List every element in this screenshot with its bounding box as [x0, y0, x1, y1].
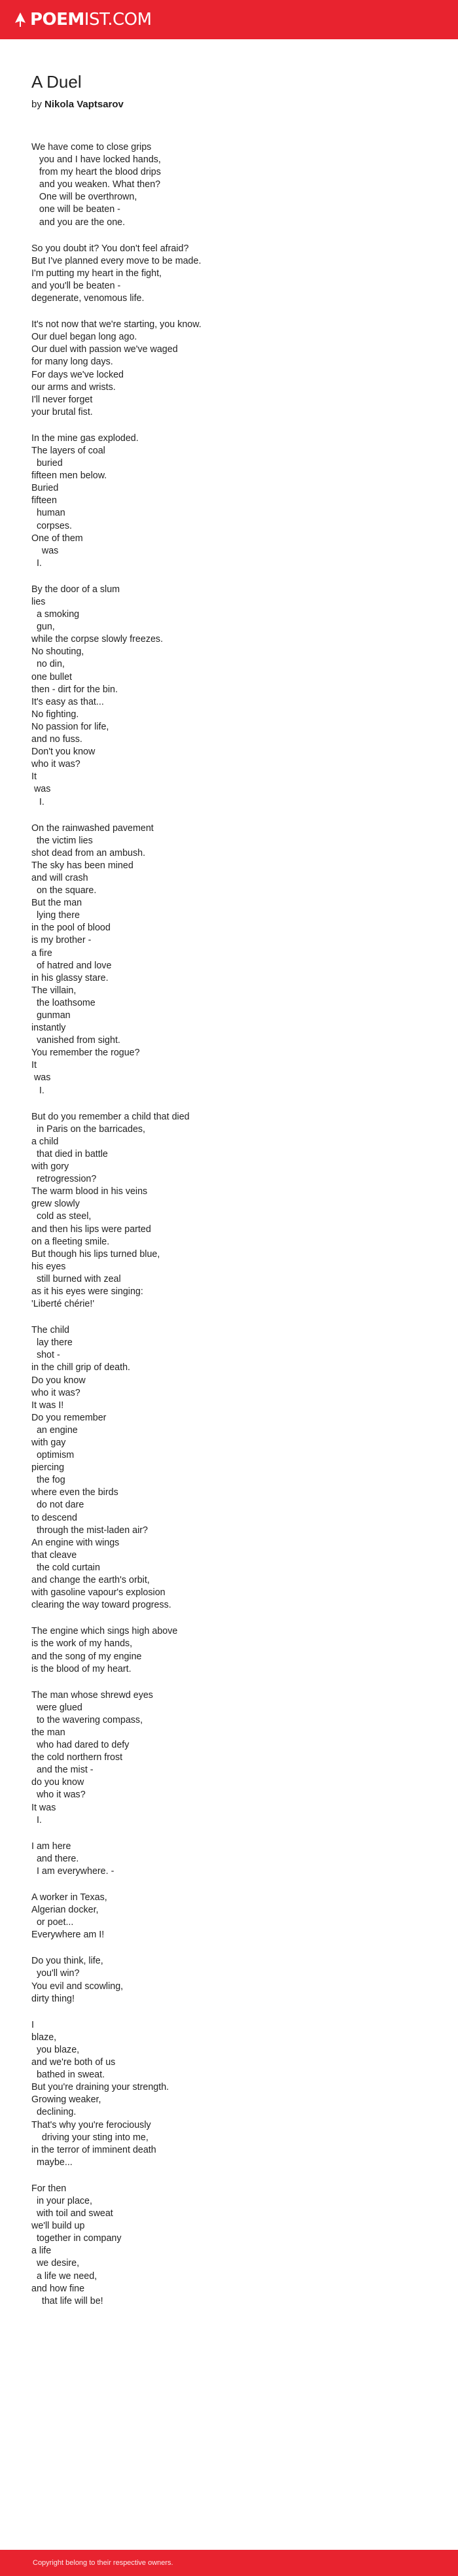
poem-line: still burned with zeal [31, 1273, 121, 1284]
poem-line: do not dare [31, 1500, 84, 1511]
poem-line: But do you remember a child that died [31, 1111, 190, 1122]
poem-line: For then [31, 2183, 67, 2194]
poem-line: It's easy as that... [31, 696, 104, 707]
poem-line: bathed in sweat. [31, 2070, 105, 2081]
poem-line: optimism [31, 1450, 75, 1461]
poem-line: That's why you're ferociously [31, 2119, 151, 2130]
copyright-notice: Copyright belong to their respective owners. [33, 2559, 173, 2567]
poem-line: or poet... [31, 1917, 74, 1928]
poem-line: on a fleeting smile. [31, 1236, 110, 1247]
poem-line: dirty thing! [31, 1993, 75, 2004]
poem-line: But though his lips turned blue, [31, 1248, 160, 1260]
poem-line: I am everywhere. - [31, 1865, 114, 1877]
poem-line: a fire [31, 947, 52, 959]
poem-line: I. [31, 796, 44, 807]
poem-line: fifteen men below. [31, 470, 107, 482]
poem-line: But the man [31, 898, 82, 909]
poem-line: from my heart the blood drips [31, 167, 161, 178]
poem-stanza [31, 822, 424, 1097]
poem-stanza [31, 1892, 424, 1941]
poem-line: and there. [31, 1853, 79, 1864]
poem-line: You evil and scowling, [31, 1981, 124, 1992]
poem-line: of hatred and love [31, 960, 112, 971]
poem-line: was [31, 1072, 51, 1084]
poem-line: driving your sting into me, [31, 2132, 149, 2143]
poem-title: A Duel [31, 72, 82, 92]
poem-line: vanished from sight. [31, 1035, 120, 1046]
poem-line: for many long days. [31, 357, 113, 368]
poem-line: the cold curtain [31, 1562, 100, 1573]
logo-wordmark [30, 10, 152, 29]
poem-line: in the pool of blood [31, 923, 111, 934]
poem-line: no din, [31, 659, 65, 670]
poem-stanza [31, 1111, 424, 1311]
poem-line: But you're draining your strength. [31, 2082, 169, 2093]
poem-line: One of them [31, 533, 83, 544]
poem-stanza [31, 1324, 424, 1612]
poem-line: It [31, 771, 37, 783]
poem-line: a smoking [31, 609, 80, 620]
poem-line: and the song of my engine [31, 1651, 142, 1662]
poem-line: Do you know [31, 1375, 86, 1386]
poem-line: So you doubt it? You don't feel afraid? [31, 243, 189, 254]
poem-line: It was I! [31, 1400, 64, 1411]
poem-line: in your place, [31, 2195, 92, 2206]
feather-pen-icon [14, 12, 26, 27]
poem-line: as it his eyes were singing: [31, 1286, 143, 1297]
poem-line: The man whose shrewd eyes [31, 1689, 153, 1701]
poem-line: the cold northern frost [31, 1752, 123, 1763]
poem-line: lying there [31, 910, 80, 921]
poem-line: and no fuss. [31, 734, 82, 745]
poem-line: in his glassy stare. [31, 972, 109, 983]
poem-line: I'll never forget [31, 394, 93, 405]
poem-line: 'Liberté chérie!' [31, 1299, 95, 1310]
poem-stanza [31, 2183, 424, 2308]
poem-line: and you weaken. What then? [31, 179, 161, 190]
poem-line: buried [31, 458, 63, 469]
poem-line: through the mist-laden air? [31, 1525, 149, 1536]
poem-line: who it was? [31, 759, 80, 770]
site-footer [0, 2550, 458, 2576]
poem-line: that died in battle [31, 1148, 108, 1159]
poem-line: the fog [31, 1475, 65, 1486]
poem-line: Do you remember [31, 1412, 107, 1423]
poem-line: clearing the way toward progress. [31, 1600, 171, 1611]
poem-line: who had dared to defy [31, 1740, 130, 1751]
poem-line: We have come to close grips [31, 142, 152, 152]
poem-stanza [31, 243, 424, 305]
poem-line: maybe... [31, 2157, 73, 2168]
poem-line: a life [31, 2246, 52, 2257]
poem-line: blaze, [31, 2032, 57, 2043]
author-link[interactable]: Nikola Vaptsarov [44, 99, 124, 110]
site-logo[interactable] [14, 10, 152, 29]
poem-line: No fighting. [31, 709, 79, 720]
poem-line: No shouting, [31, 646, 84, 658]
poem-line: I [31, 2019, 34, 2030]
poem-line: and you'll be beaten - [31, 280, 121, 291]
poem-line: to descend [31, 1512, 77, 1523]
poem-line: your brutal fist. [31, 406, 93, 417]
poem-line: the loathsome [31, 997, 96, 1008]
poem-line: and will crash [31, 872, 88, 883]
poem-line: Our duel with passion we've waged [31, 344, 178, 355]
poem-line: in Paris on the barricades, [31, 1123, 146, 1135]
poem-line: The engine which sings high above [31, 1626, 178, 1637]
poem-line: Growing weaker, [31, 2094, 101, 2106]
poem-line: But I've planned every move to be made. [31, 255, 202, 266]
poem-line: one will be beaten - [31, 204, 120, 215]
poem-line: shot - [31, 1350, 60, 1361]
poem-line: It [31, 1060, 37, 1071]
poem-line: cold as steel, [31, 1211, 92, 1222]
logo-wordmark-bold: POEM [30, 10, 84, 29]
poem-line: we'll build up [31, 2221, 85, 2232]
poem-line: A worker in Texas, [31, 1892, 107, 1903]
poem-line: is my brother - [31, 935, 92, 946]
poem-line: his eyes [31, 1261, 66, 1272]
poem-line: together in company [31, 2233, 122, 2244]
poem-line: and change the earth's orbit, [31, 1575, 150, 1586]
poem-line: is the blood of my heart. [31, 1663, 132, 1674]
poem-stanza [31, 584, 424, 809]
poem-line: human [31, 508, 65, 519]
poem-line: In the mine gas exploded. [31, 432, 139, 444]
poem-line: were glued [31, 1702, 82, 1713]
poem-line: Do you think, life, [31, 1956, 103, 1967]
poem-line: while the corpse slowly freezes. [31, 634, 164, 645]
poem-line: who it was? [31, 1790, 86, 1801]
poem-line: and we're both of us [31, 2057, 116, 2068]
poem-line: The villain, [31, 985, 77, 996]
poem-line: fifteen [31, 495, 57, 506]
poem-line: we desire, [31, 2258, 80, 2269]
poem-line: with gay [31, 1438, 66, 1448]
poem-line: The child [31, 1325, 70, 1336]
poem-line: The layers of coal [31, 445, 105, 456]
poem-line: to the wavering compass, [31, 1714, 143, 1725]
poem-line: Everywhere am I! [31, 1930, 105, 1941]
logo-wordmark-rest: IST.COM [84, 10, 152, 29]
poem-line: I. [31, 1814, 42, 1826]
poem-line: One will be overthrown, [31, 192, 137, 203]
poem-line: was [31, 545, 59, 556]
poem-line: Our duel began long ago. [31, 332, 137, 343]
poem-line: Algerian docker, [31, 1905, 99, 1916]
poem-line: do you know [31, 1777, 84, 1788]
poem-line: who it was? [31, 1387, 80, 1398]
poem-line: retrogression? [31, 1174, 97, 1185]
poem-line: I am here [31, 1841, 71, 1852]
poem-content [31, 72, 424, 2321]
poem-line: lies [31, 597, 46, 607]
poem-line: For days we've locked [31, 369, 124, 380]
poem-line: one bullet [31, 671, 73, 682]
poem-line: An engine with wings [31, 1537, 120, 1548]
poem-line: with gasoline vapour's explosion [31, 1587, 166, 1598]
poem-line: and you are the one. [31, 217, 126, 228]
poem-line: the man [31, 1727, 65, 1738]
poem-stanza [31, 1955, 424, 2005]
poem-line: an engine [31, 1424, 78, 1436]
poem-stanza [31, 432, 424, 570]
poem-line: corpses. [31, 520, 72, 531]
poem-line: you blaze, [31, 2044, 80, 2055]
poem-line: where even the birds [31, 1487, 118, 1498]
poem-line: degenerate, venomous life. [31, 293, 145, 304]
poem-line: in the chill grip of death. [31, 1362, 131, 1373]
poem-line: and how fine [31, 2283, 85, 2294]
poem-line: It's not now that we're starting, you know. [31, 319, 202, 330]
poem-line: on the square. [31, 885, 97, 896]
poem-line: The sky has been mined [31, 860, 133, 871]
poem-line: with gory [31, 1161, 69, 1173]
poem-line: gunman [31, 1010, 71, 1021]
poem-line: grew slowly [31, 1199, 80, 1210]
poem-line: Don't you know [31, 747, 96, 758]
poem-line: and then his lips were parted [31, 1224, 151, 1235]
poem-stanza [31, 1841, 424, 1878]
poem-line: piercing [31, 1462, 65, 1473]
poem-stanza [31, 2019, 424, 2169]
poem-line: with toil and sweat [31, 2208, 113, 2219]
site-header [0, 0, 458, 39]
poem-line: that life will be! [31, 2295, 103, 2306]
poem-line: a life we need, [31, 2270, 97, 2282]
poem-line: lay there [31, 1337, 73, 1349]
poem-line: the victim lies [31, 835, 93, 846]
poem-line: then - dirt for the bin. [31, 684, 118, 695]
poem-stanza [31, 141, 424, 229]
poem-stanza [31, 319, 424, 419]
poem-line: I'm putting my heart in the fight, [31, 268, 162, 279]
poem-line: The warm blood in his veins [31, 1186, 148, 1197]
poem-line: that cleave [31, 1549, 77, 1561]
poem-line: declining. [31, 2107, 77, 2118]
poem-line: By the door of a slum [31, 584, 120, 595]
poem-line: was [31, 784, 51, 795]
poem-stanza [31, 1689, 424, 1827]
poem-line: It was [31, 1802, 56, 1813]
byline-label: by [31, 99, 42, 110]
poem-line: Buried [31, 483, 59, 494]
poem-line: gun, [31, 622, 55, 633]
poem-line: On the rainwashed pavement [31, 822, 154, 834]
poem-line: a child [31, 1136, 59, 1147]
poem-line: I. [31, 1085, 44, 1096]
poem-line: No passion for life, [31, 721, 109, 732]
poem-body [31, 141, 424, 2308]
poem-line: and the mist - [31, 1765, 94, 1776]
poem-line: is the work of my hands, [31, 1638, 133, 1650]
poem-line: our arms and wrists. [31, 381, 116, 393]
poem-line: you'll win? [31, 1968, 80, 1979]
poem-line: You remember the rogue? [31, 1048, 140, 1059]
poem-line: I. [31, 557, 42, 569]
poem-line: shot dead from an ambush. [31, 847, 146, 858]
poem-stanza [31, 1625, 424, 1675]
poem-line: instantly [31, 1023, 66, 1034]
poem-line: in the terror of imminent death [31, 2144, 156, 2155]
poem-line: you and I have locked hands, [31, 154, 161, 166]
poem-byline [31, 99, 424, 110]
